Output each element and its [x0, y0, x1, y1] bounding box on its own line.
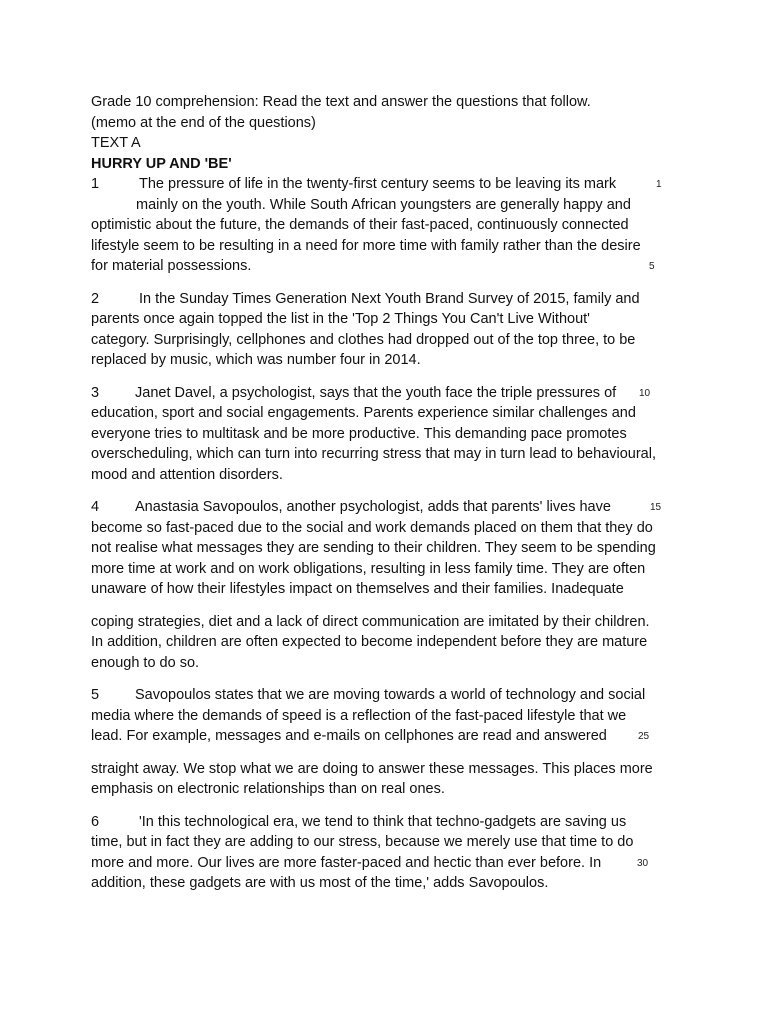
paragraph-line: optimistic about the future, the demands of their fast-paced, continuously connected: [91, 217, 629, 233]
paragraph-2: [91, 289, 681, 371]
paragraph-number: 4: [91, 499, 100, 515]
paragraph-line: Anastasia Savopoulos, another psychologist, adds that parents' lives have: [135, 499, 611, 515]
paragraph-line: In the Sunday Times Generation Next Youth Brand Survey of 2015, family and: [139, 290, 640, 307]
paragraph-number: 1: [91, 176, 100, 192]
line-number-marker: 5: [649, 261, 655, 272]
paragraph-line: more and more. Our lives are more faster-paced and hectic than ever before. In: [91, 854, 602, 871]
paragraph-line: media where the demands of speed is a reflection of the fast-paced lifestyle that we: [91, 707, 627, 724]
paragraph-line: enough to do so.: [91, 654, 200, 671]
line-number-marker: 10: [639, 387, 651, 399]
paragraph-line: replaced by music, which was number four in 2014.: [91, 352, 421, 368]
paragraph-4: [91, 497, 681, 600]
paragraph-1: [91, 174, 681, 277]
paragraph-line: straight away. We stop what we are doing to answer these messages. This places more: [91, 760, 653, 777]
paragraph-5-continued: [91, 759, 681, 800]
paragraph-line: overscheduling, which can turn into recurring stress that may in turn lead to behavioural,: [91, 446, 656, 462]
paragraph-line: lead. For example, messages and e-mails on cellphones are read and answered: [91, 728, 607, 744]
article-title: HURRY UP AND 'BE': [91, 155, 232, 172]
paragraph-line: lifestyle seem to be resulting in a need for more time with family rather than the desire: [91, 237, 641, 254]
paragraph-line: mainly on the youth. While South African youngsters are generally happy and: [136, 196, 631, 213]
paragraph-4-continued: [91, 612, 681, 674]
instruction-line: Grade 10 comprehension: Read the text and answer the questions that follow.: [91, 94, 591, 110]
paragraph-number: 3: [91, 384, 100, 401]
paragraph-line: In addition, children are often expected to become independent before they are mature: [91, 634, 648, 650]
paragraph-line: coping strategies, diet and a lack of direct communication are imitated by their children.: [91, 613, 650, 630]
line-number-marker: 1: [656, 179, 662, 190]
line-number-marker: 25: [638, 731, 650, 742]
line-number-marker: 15: [650, 502, 662, 513]
paragraph-line: not realise what messages they are sending to their children. They seem to be spending: [91, 540, 656, 556]
paragraph-line: time, but in fact they are adding to our stress, because we merely use that time to do: [91, 834, 634, 850]
text-label: TEXT A: [91, 135, 141, 151]
paragraph-line: emphasis on electronic relationships than on real ones.: [91, 781, 445, 797]
paragraph-line: mood and attention disorders.: [91, 466, 283, 483]
paragraph-line: education, sport and social engagements. Parents experience similar challenges and: [91, 405, 636, 421]
memo-note: (memo at the end of the questions): [91, 114, 316, 131]
document-page: [91, 92, 681, 906]
paragraph-line: for material possessions.: [91, 258, 252, 274]
paragraph-line: unaware of how their lifestyles impact on themselves and their families. Inadequate: [91, 581, 624, 597]
paragraph-line: addition, these gadgets are with us most of the time,' adds Savopoulos.: [91, 875, 549, 891]
paragraph-line: Janet Davel, a psychologist, says that the youth face the triple pressures of: [135, 384, 617, 401]
paragraph-line: everyone tries to multitask and be more productive. This demanding pace promotes: [91, 425, 627, 442]
paragraph-line: become so fast-paced due to the social and work demands placed on them that they do: [91, 519, 653, 536]
paragraph-line: The pressure of life in the twenty-first century seems to be leaving its mark: [139, 176, 617, 192]
paragraph-line: Savopoulos states that we are moving towards a world of technology and social: [135, 687, 646, 703]
paragraph-line: parents once again topped the list in the 'Top 2 Things You Can't Live Without': [91, 311, 590, 327]
line-number-marker: 30: [637, 857, 649, 869]
paragraph-number: 5: [91, 687, 100, 703]
paragraph-line: more time at work and on work obligations, resulting in less family time. They are often: [91, 560, 646, 577]
paragraph-6: [91, 812, 681, 894]
paragraph-number: 6: [91, 813, 100, 830]
paragraph-number: 2: [91, 290, 100, 307]
paragraph-3: [91, 383, 681, 486]
paragraph-5: [91, 685, 681, 747]
paragraph-line: 'In this technological era, we tend to think that techno-gadgets are saving us: [139, 813, 627, 830]
paragraph-line: category. Surprisingly, cellphones and clothes had dropped out of the top three, to be: [91, 331, 636, 348]
